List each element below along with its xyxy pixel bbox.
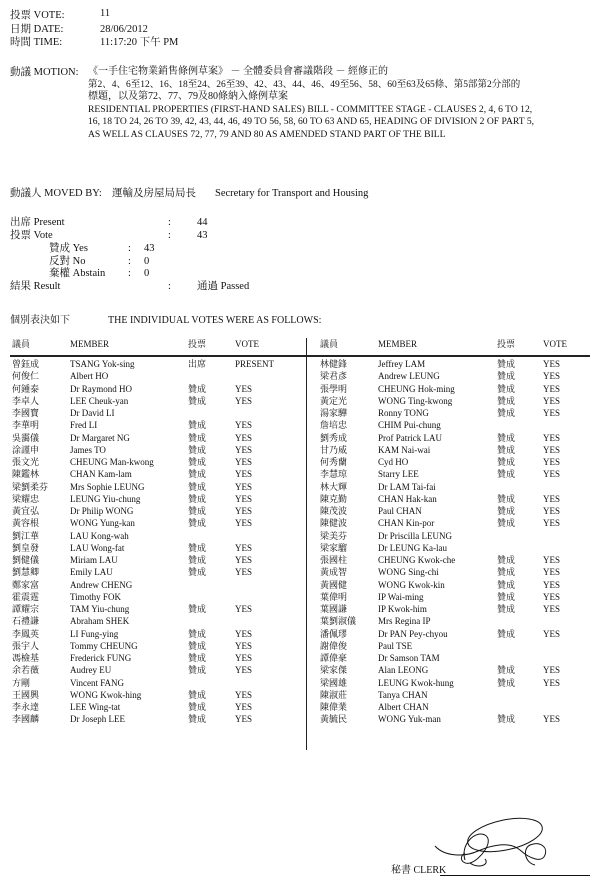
member-name-en: TSANG Yok-sing [70,359,135,369]
present-colon: : [168,217,171,228]
no-value: 0 [144,256,150,267]
member-name-zh: 何俊仁 [12,371,40,382]
member-name-en: LAU Wong-fat [70,542,125,553]
member-name-en: Mrs Regina IP [378,616,431,627]
member-name-zh: 黃毓民 [320,714,348,725]
individual-votes-heading-en: THE INDIVIDUAL VOTES WERE AS FOLLOWS: [108,315,322,326]
member-name-en: Vincent FANG [70,677,125,688]
vote-zh: 贊成 [497,579,516,590]
member-row [0,532,600,544]
member-name-zh: 張宇人 [12,640,40,651]
member-name-zh: 譚耀宗 [12,604,40,614]
vote-en: YES [235,542,253,553]
member-row [0,605,600,617]
vote-zh: 贊成 [188,628,207,639]
member-name-zh: 梁家騮 [320,542,348,553]
member-name-en: Andrew LEUNG [378,371,440,382]
vote-en: YES [543,359,561,369]
clerk-label: 秘書 CLERK [391,865,447,876]
member-name-en: Emily LAU [70,567,113,578]
member-name-en: Dr Margaret NG [70,432,130,443]
vote-en: YES [543,408,561,418]
member-name-zh: 劉江華 [12,530,40,541]
vote-en: YES [543,432,561,443]
member-name-zh: 陳健波 [320,518,348,529]
member-name-zh: 余若薇 [12,665,40,676]
member-name-en: Paul CHAN [378,506,422,516]
vote-count-colon: : [168,230,171,241]
header-vote-zh-left: 投票 [188,339,207,349]
member-name-en: Fred LI [70,420,98,431]
member-name-en: CHEUNG Man-kwong [70,457,154,467]
member-name-zh: 梁劉柔芬 [12,481,49,492]
no-colon: : [128,256,131,267]
member-name-zh: 霍震霆 [12,591,40,602]
member-name-zh: 謝偉俊 [320,640,348,651]
abstain-value: 0 [144,268,150,279]
member-name-zh: 王國興 [12,689,40,700]
member-name-en: WONG Ting-kwong [378,395,453,406]
member-name-en: Timothy FOK [70,591,121,602]
vote-zh: 贊成 [188,567,207,578]
member-name-zh: 譚偉豪 [320,653,348,663]
member-row [0,470,600,482]
member-name-zh: 黃定光 [320,395,348,406]
vote-en: YES [235,395,253,406]
vote-en: YES [235,640,253,651]
vote-en: YES [235,689,253,700]
vote-en: YES [543,579,561,590]
vote-en: YES [543,444,561,455]
vote-number-label: 投票 VOTE: [10,10,65,21]
vote-en: YES [235,518,253,529]
vote-en: YES [543,591,561,602]
member-name-en: LEE Cheuk-yan [70,395,129,406]
member-name-en: Dr Philip WONG [70,506,134,516]
yes-colon: : [128,243,131,254]
member-name-en: Prof Patrick LAU [378,432,442,443]
member-row [0,409,600,421]
clerk-signature-line [440,875,590,876]
vote-en: YES [543,518,561,529]
member-name-en: Alan LEONG [378,665,429,676]
member-name-zh: 葉劉淑儀 [320,616,357,627]
member-name-en: Dr Raymond HO [70,383,132,394]
member-name-zh: 李永達 [12,702,40,712]
vote-en: YES [543,555,561,565]
vote-zh: 贊成 [497,714,516,725]
member-name-zh: 甘乃威 [320,444,348,455]
member-name-en: CHIM Pui-chung [378,420,441,431]
member-name-en: James TO [70,444,106,455]
member-name-en: LEUNG Yiu-chung [70,493,141,504]
member-name-zh: 陳偉業 [320,702,348,712]
member-name-en: Miriam LAU [70,555,118,565]
vote-zh: 贊成 [188,383,207,394]
member-name-en: LEUNG Kwok-hung [378,677,454,688]
header-member-zh-left: 議員 [12,339,31,349]
header-vote-zh-right: 投票 [497,339,516,349]
vote-en: YES [543,457,561,467]
member-name-zh: 方剛 [12,677,31,688]
vote-zh: 贊成 [188,493,207,504]
member-name-zh: 陳鑑林 [12,469,40,480]
member-name-zh: 梁國雄 [320,677,348,688]
member-row [0,421,600,433]
vote-zh: 贊成 [188,555,207,565]
member-name-en: Audrey EU [70,665,112,676]
vote-zh: 贊成 [497,518,516,529]
vote-zh: 贊成 [188,506,207,516]
member-name-zh: 葉偉明 [320,591,348,602]
member-name-en: LEE Wing-tat [70,702,121,712]
vote-en: YES [235,714,253,725]
member-name-en: LI Fung-ying [70,628,119,639]
abstain-colon: : [128,268,131,279]
member-name-en: Dr PAN Pey-chyou [378,628,448,639]
header-vote-en-left: VOTE [235,339,259,349]
vote-zh: 贊成 [188,457,207,467]
vote-zh: 贊成 [497,444,516,455]
vote-en: YES [543,677,561,688]
member-name-zh: 林健鋒 [320,359,348,369]
result-label: 結果 Result [10,281,61,292]
member-name-zh: 梁耀忠 [12,493,40,504]
member-name-en: IP Wai-ming [378,591,424,602]
member-name-en: Albert HO [70,371,109,382]
vote-zh: 贊成 [497,371,516,382]
member-name-zh: 林大輝 [320,481,348,492]
vote-en: YES [235,628,253,639]
vote-zh: 贊成 [188,432,207,443]
member-name-zh: 梁美芬 [320,530,348,541]
member-name-en: Cyd HO [378,457,409,467]
vote-en: YES [235,383,253,394]
member-name-en: CHAN Hak-kan [378,493,437,504]
member-name-zh: 陳克勤 [320,493,348,504]
member-name-en: Abraham SHEK [70,616,130,627]
motion-label: 動議 MOTION: [10,67,79,78]
member-name-en: Ronny TONG [378,408,429,418]
vote-en: YES [543,506,561,516]
member-name-en: Dr Priscilla LEUNG [378,530,452,541]
member-name-en: IP Kwok-him [378,604,427,614]
vote-en: YES [235,506,253,516]
member-row [0,372,600,384]
vote-zh: 贊成 [188,481,207,492]
date-value: 28/06/2012 [100,24,148,35]
vote-zh: 贊成 [497,395,516,406]
vote-en: YES [235,432,253,443]
header-member-en-right: MEMBER [378,339,418,349]
vote-zh: 贊成 [188,640,207,651]
member-name-en: Tanya CHAN [378,689,428,700]
header-member-en-left: MEMBER [70,339,110,349]
vote-zh: 贊成 [497,677,516,688]
member-row [0,642,600,654]
member-name-en: Dr LAM Tai-fai [378,481,436,492]
member-row [0,581,600,593]
result-colon: : [168,281,171,292]
member-name-en: TAM Yiu-chung [70,604,130,614]
vote-en: YES [543,604,561,614]
vote-en: YES [543,628,561,639]
member-name-zh: 黃容根 [12,518,40,529]
motion-line: 第2、4、6至12、16、18至24、26至39、42、43、44、46、49至56、58、60至63及65條、第5部第2分部的 [88,79,521,90]
member-row [0,483,600,495]
motion-text [88,66,598,141]
member-name-en: Starry LEE [378,469,419,480]
vote-en: YES [235,444,253,455]
member-name-en: Mrs Sophie LEUNG [70,481,145,492]
member-row [0,434,600,446]
vote-zh: 出席 [188,359,207,369]
member-row [0,666,600,678]
member-name-en: Albert CHAN [378,702,429,712]
vote-zh: 贊成 [497,469,516,480]
vote-en: YES [543,469,561,480]
vote-zh: 贊成 [188,469,207,480]
member-name-zh: 黃成智 [320,567,348,578]
vote-zh: 贊成 [497,506,516,516]
member-name-en: LAU Kong-wah [70,530,129,541]
motion-line: 標題，以及第72、77、79及80條納入條例草案 [88,91,288,102]
member-name-zh: 湯家驊 [320,408,348,418]
member-name-en: Jeffrey LAM [378,359,426,369]
vote-zh: 贊成 [497,457,516,467]
member-name-en: Andrew CHENG [70,579,133,590]
vote-zh: 贊成 [188,604,207,614]
vote-zh: 贊成 [188,702,207,712]
vote-en: PRESENT [235,359,275,369]
member-name-zh: 李華明 [12,420,40,431]
motion-line: AS WELL AS CLAUSES 72, 77, 79 AND 80 AS AMENDED STAND PART OF THE BILL [88,128,446,140]
member-name-en: CHAN Kam-lam [70,469,132,480]
member-name-zh: 涂謹申 [12,444,40,455]
clerk-signature [430,815,560,875]
member-name-en: WONG Yung-kan [70,518,135,529]
member-name-zh: 劉皇發 [12,542,40,553]
motion-line: 《一手住宅物業銷售條例草案》 － 全體委員會審議階段 － 經修正的 [88,66,388,77]
member-name-zh: 陳淑莊 [320,689,348,700]
vote-en: YES [235,555,253,565]
vote-count-value: 43 [197,230,208,241]
member-name-zh: 張文光 [12,457,40,467]
member-row [0,568,600,580]
vote-zh: 贊成 [497,383,516,394]
vote-zh: 贊成 [497,408,516,418]
table-header-rule [10,355,590,357]
member-row [0,519,600,531]
member-name-en: Dr Joseph LEE [70,714,125,725]
member-name-zh: 梁君彥 [320,371,348,382]
vote-en: YES [235,604,253,614]
member-name-zh: 詹培忠 [320,420,348,431]
vote-en: YES [235,457,253,467]
vote-zh: 贊成 [188,714,207,725]
member-row [0,385,600,397]
member-name-zh: 黃宜弘 [12,506,40,516]
moved-by-label: 動議人 MOVED BY: [10,188,102,199]
vote-zh: 贊成 [497,493,516,504]
vote-en: YES [235,653,253,663]
result-value: 通過 Passed [197,281,250,292]
member-row [0,617,600,629]
motion-line: 16, 18 TO 24, 26 TO 39, 42, 43, 44, 46, 49 TO 56, 58, 60 TO 63 AND 65, HEADING OF DIVISION 2 OF PART 5, [88,116,535,127]
member-name-zh: 潘佩璆 [320,628,348,639]
member-name-zh: 馮檢基 [12,653,40,663]
vote-zh: 贊成 [497,555,516,565]
member-name-en: Dr LEUNG Ka-lau [378,542,447,553]
member-name-en: CHEUNG Hok-ming [378,383,455,394]
member-name-zh: 張國柱 [320,555,348,565]
date-label: 日期 DATE: [10,24,64,35]
member-name-zh: 曾鈺成 [12,359,40,369]
vote-zh: 贊成 [497,591,516,602]
member-name-en: Frederick FUNG [70,653,132,663]
vote-zh: 贊成 [497,432,516,443]
yes-value: 43 [144,243,155,254]
no-label: 反對 No [49,256,86,267]
vote-en: YES [543,567,561,578]
vote-zh: 贊成 [188,689,207,700]
member-row [0,691,600,703]
yes-label: 贊成 Yes [49,243,88,254]
vote-en: YES [543,383,561,394]
individual-votes-heading-zh: 個別表決如下 [10,315,70,326]
member-name-en: Paul TSE [378,640,413,651]
vote-en: YES [235,481,253,492]
member-name-en: Dr Samson TAM [378,653,440,663]
member-name-zh: 劉健儀 [12,555,40,565]
vote-zh: 贊成 [188,542,207,553]
member-name-zh: 黃國健 [320,579,348,590]
member-name-en: Dr David LI [70,408,115,418]
time-label: 時間 TIME: [10,37,63,48]
header-member-zh-right: 議員 [320,339,339,349]
vote-zh: 贊成 [497,359,516,369]
member-name-en: CHEUNG Kwok-che [378,555,456,565]
member-name-zh: 劉慧卿 [12,567,40,578]
vote-en: YES [543,665,561,676]
member-name-zh: 梁家傑 [320,665,348,676]
member-name-zh: 張學明 [320,383,348,394]
member-row [0,679,600,691]
member-name-en: WONG Kwok-hing [70,689,142,700]
member-name-en: Tommy CHEUNG [70,640,138,651]
member-name-en: WONG Kwok-kin [378,579,445,590]
vote-en: YES [235,567,253,578]
vote-en: YES [543,493,561,504]
vote-en: YES [235,493,253,504]
vote-count-label: 投票 Vote [10,230,53,241]
motion-line: RESIDENTIAL PROPERTIES (FIRST-HAND SALES) BILL - COMMITTEE STAGE - CLAUSES 2, 4, 6 TO 12, [88,103,533,115]
present-value: 44 [197,217,208,228]
member-name-zh: 葉國謙 [320,604,348,614]
header-vote-en-right: VOTE [543,339,567,349]
vote-zh: 贊成 [188,518,207,529]
member-name-zh: 李鳳英 [12,628,40,639]
member-name-zh: 何秀蘭 [320,457,348,467]
member-row [0,630,600,642]
member-name-en: KAM Nai-wai [378,444,431,455]
vote-zh: 贊成 [497,604,516,614]
vote-zh: 贊成 [497,665,516,676]
abstain-label: 棄權 Abstain [49,268,106,279]
member-name-zh: 李國麟 [12,714,40,725]
member-name-en: CHAN Kin-por [378,518,435,529]
vote-number-value: 11 [100,8,111,19]
vote-zh: 贊成 [497,628,516,639]
vote-zh: 贊成 [497,567,516,578]
vote-zh: 贊成 [188,420,207,431]
vote-zh: 贊成 [188,653,207,663]
vote-en: YES [543,714,561,725]
member-name-zh: 石禮謙 [12,616,40,627]
present-label: 出席 Present [10,217,65,228]
vote-en: YES [235,665,253,676]
vote-zh: 贊成 [188,444,207,455]
member-name-zh: 吳靄儀 [12,432,40,443]
member-name-en: WONG Yuk-man [378,714,441,725]
mover-title-en: Secretary for Transport and Housing [215,188,369,199]
vote-en: YES [543,371,561,382]
member-name-zh: 李國寶 [12,408,40,418]
member-name-zh: 劉秀成 [320,432,348,443]
mover-title-zh: 運輸及房屋局局長 [112,188,196,199]
vote-en: YES [235,702,253,712]
member-name-zh: 李慧琼 [320,469,348,480]
member-name-zh: 陳茂波 [320,506,348,516]
member-name-en: WONG Sing-chi [378,567,439,578]
vote-en: YES [235,420,253,431]
vote-zh: 贊成 [188,665,207,676]
time-value: 11:17:20 下午 PM [100,37,179,48]
vote-en: YES [543,395,561,406]
member-name-zh: 鄭家富 [12,579,40,590]
member-name-zh: 何鍾泰 [12,383,40,394]
member-row [0,715,600,727]
member-name-zh: 李卓人 [12,395,40,406]
vote-zh: 贊成 [188,395,207,406]
vote-en: YES [235,469,253,480]
